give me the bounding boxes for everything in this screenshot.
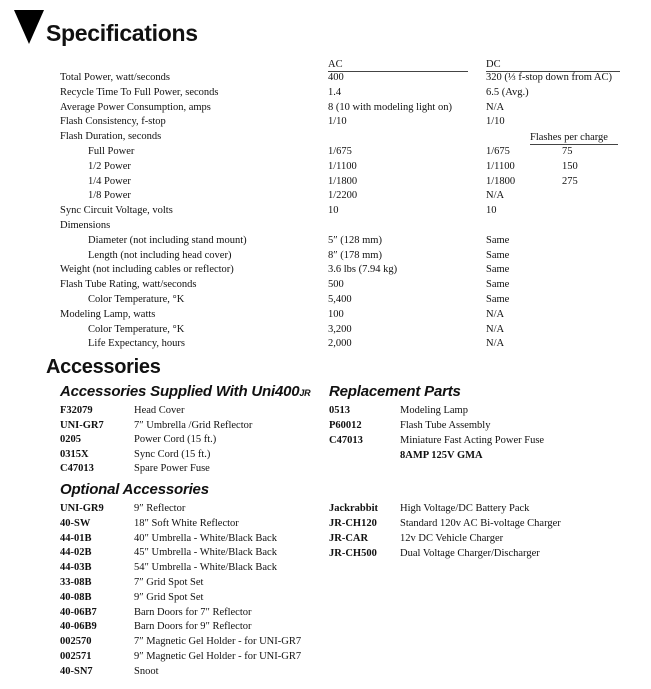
part-code: 0315X [60, 448, 89, 460]
spec-label: Flash Tube Rating, watt/seconds [60, 279, 197, 291]
spec-ac-value: 1/1100 [328, 160, 357, 172]
part-code: C47013 [60, 463, 94, 475]
part-code: 002570 [60, 636, 92, 648]
spec-label: Sync Circuit Voltage, volts [60, 205, 173, 217]
part-description: Snoot [134, 665, 159, 677]
column-header-ac: AC [328, 58, 468, 72]
spec-label: Flash Consistency, f-stop [60, 116, 166, 128]
part-description: Modeling Lamp [400, 405, 468, 416]
replacement-parts-title: Replacement Parts [329, 383, 461, 400]
accessories-title: Accessories [46, 356, 161, 378]
spec-ac-value: 1/1800 [328, 175, 358, 187]
part-code: UNI-GR7 [60, 419, 104, 431]
spec-dc-value: 1/10 [486, 116, 505, 128]
spec-ac-value: 5″ (128 mm) [328, 234, 382, 246]
spec-dc-value: N/A [486, 338, 505, 350]
supplied-title-text: Accessories Supplied With Uni400 [60, 383, 300, 400]
spec-label: Life Expectancy, hours [88, 338, 185, 350]
spec-ac-value: 8 (10 with modeling light on) [328, 101, 452, 113]
spec-ac-value: 8″ (178 mm) [328, 249, 382, 261]
part-description: Dual Voltage Charger/Discharger [400, 548, 540, 559]
part-description: Miniature Fast Acting Power Fuse [400, 435, 545, 446]
part-description: 54″ Umbrella - White/Black Back [134, 562, 277, 574]
part-code: 44-01B [60, 532, 92, 544]
supplied-accessories-title [60, 383, 310, 400]
spec-dc-value: 6.5 (Avg.) [486, 86, 529, 98]
spec-dc-value: N/A [486, 308, 505, 320]
spec-ac-value: 400 [328, 72, 344, 83]
part-code: JR-CH500 [329, 548, 377, 559]
spec-label: Color Temperature, °K [88, 294, 185, 305]
part-code: 40-08B [60, 591, 92, 603]
part-description: 7″ Magnetic Gel Holder - for UNI-GR7 [134, 636, 302, 648]
spec-dc-value: Same [486, 264, 510, 276]
column-header-flashes: Flashes per charge [530, 131, 618, 145]
spec-label: Average Power Consumption, amps [60, 101, 211, 113]
fuse-rating-note: 8AMP 125V GMA [400, 450, 483, 461]
part-description: 7″ Umbrella /Grid Reflector [134, 419, 253, 431]
spec-dc-value: Same [486, 249, 510, 261]
optional-accessories-title: Optional Accessories [60, 481, 209, 498]
part-code: 33-08B [60, 577, 92, 588]
spec-label: Diameter (not including stand mount) [88, 234, 247, 246]
spec-ac-value: 1/675 [328, 146, 352, 157]
part-description: Standard 120v AC Bi-voltage Charger [400, 518, 561, 529]
supplied-title-suffix: JR [299, 388, 311, 398]
part-description: High Voltage/DC Battery Pack [400, 503, 530, 514]
spec-dc-value: Same [486, 279, 510, 291]
part-description: Sync Cord (15 ft.) [134, 448, 211, 460]
specifications-title: Specifications [46, 20, 198, 46]
spec-dc-value: 1/1800 [486, 175, 516, 187]
spec-label: Modeling Lamp, watts [60, 308, 156, 320]
spec-dc-value: Same [486, 294, 510, 305]
part-code: 0205 [60, 434, 81, 446]
spec-ac-value: 100 [328, 308, 344, 320]
spec-ac-value: 1/10 [328, 116, 347, 128]
part-code: 002571 [60, 651, 92, 662]
spec-dc-value: N/A [486, 323, 505, 335]
spec-label: Total Power, watt/seconds [60, 72, 170, 83]
part-description: 12v DC Vehicle Charger [400, 533, 504, 544]
part-description: Flash Tube Assembly [400, 420, 491, 431]
spec-ac-value: 3,200 [328, 323, 352, 335]
part-code: 40-06B7 [60, 606, 97, 618]
spec-label: 1/2 Power [88, 160, 131, 172]
spec-flashes-value: 150 [562, 160, 578, 172]
part-code: 44-02B [60, 547, 92, 559]
spec-label: Dimensions [60, 220, 111, 231]
part-code: 0513 [329, 405, 350, 416]
spec-label: Weight (not including cables or reflector) [60, 264, 234, 276]
part-code: C47013 [329, 435, 363, 446]
part-description: Barn Doors for 9″ Reflector [134, 621, 252, 633]
part-code: 44-03B [60, 562, 92, 574]
part-code: 40-SN7 [60, 665, 93, 677]
spec-ac-value: 1.4 [328, 86, 342, 98]
part-description: 45″ Umbrella - White/Black Back [134, 547, 277, 559]
spec-label: Color Temperature, °K [88, 323, 185, 335]
part-code: JR-CH120 [329, 518, 377, 529]
part-code: 40-06B9 [60, 621, 97, 633]
part-description: Head Cover [134, 405, 185, 416]
spec-dc-value: 1/1100 [486, 160, 515, 172]
spec-dc-value: 320 (⅓ f-stop down from AC) [486, 72, 612, 83]
spec-label: Length (not including head cover) [88, 249, 232, 261]
spec-label: 1/4 Power [88, 175, 131, 187]
spec-dc-value: N/A [486, 101, 505, 113]
spec-dc-value: Same [486, 234, 510, 246]
spec-ac-value: 1/2200 [328, 190, 358, 202]
triangle-bullet-icon [14, 10, 44, 44]
spec-ac-value: 10 [328, 205, 339, 217]
spec-label: Flash Duration, seconds [60, 131, 162, 143]
spec-dc-value: 1/675 [486, 146, 510, 157]
spec-label: Full Power [88, 146, 135, 157]
part-description: Spare Power Fuse [134, 463, 210, 475]
spec-ac-value: 2,000 [328, 338, 352, 350]
part-code: F32079 [60, 405, 93, 416]
column-header-dc: DC [486, 58, 620, 72]
part-description: Barn Doors for 7″ Reflector [134, 606, 252, 618]
part-code: UNI-GR9 [60, 503, 104, 514]
part-description: 7″ Grid Spot Set [134, 577, 204, 588]
part-code: P60012 [329, 420, 362, 431]
spec-flashes-value: 75 [562, 146, 573, 157]
part-description: 9″ Magnetic Gel Holder - for UNI-GR7 [134, 651, 302, 662]
spec-ac-value: 500 [328, 279, 344, 291]
spec-dc-value: N/A [486, 190, 505, 202]
part-code: 40-SW [60, 517, 91, 529]
spec-dc-value: 10 [486, 205, 497, 217]
part-description: Power Cord (15 ft.) [134, 434, 217, 446]
part-description: 9″ Reflector [134, 503, 186, 514]
part-description: 40″ Umbrella - White/Black Back [134, 532, 277, 544]
spec-label: Recycle Time To Full Power, seconds [60, 86, 219, 98]
part-code: JR-CAR [329, 533, 369, 544]
spec-label: 1/8 Power [88, 190, 131, 202]
spec-ac-value: 5,400 [328, 294, 352, 305]
spec-ac-value: 3.6 lbs (7.94 kg) [328, 264, 398, 276]
part-description: 9″ Grid Spot Set [134, 591, 204, 603]
part-code: Jackrabbit [329, 503, 379, 514]
spec-flashes-value: 275 [562, 175, 578, 187]
part-description: 18″ Soft White Reflector [134, 517, 239, 529]
